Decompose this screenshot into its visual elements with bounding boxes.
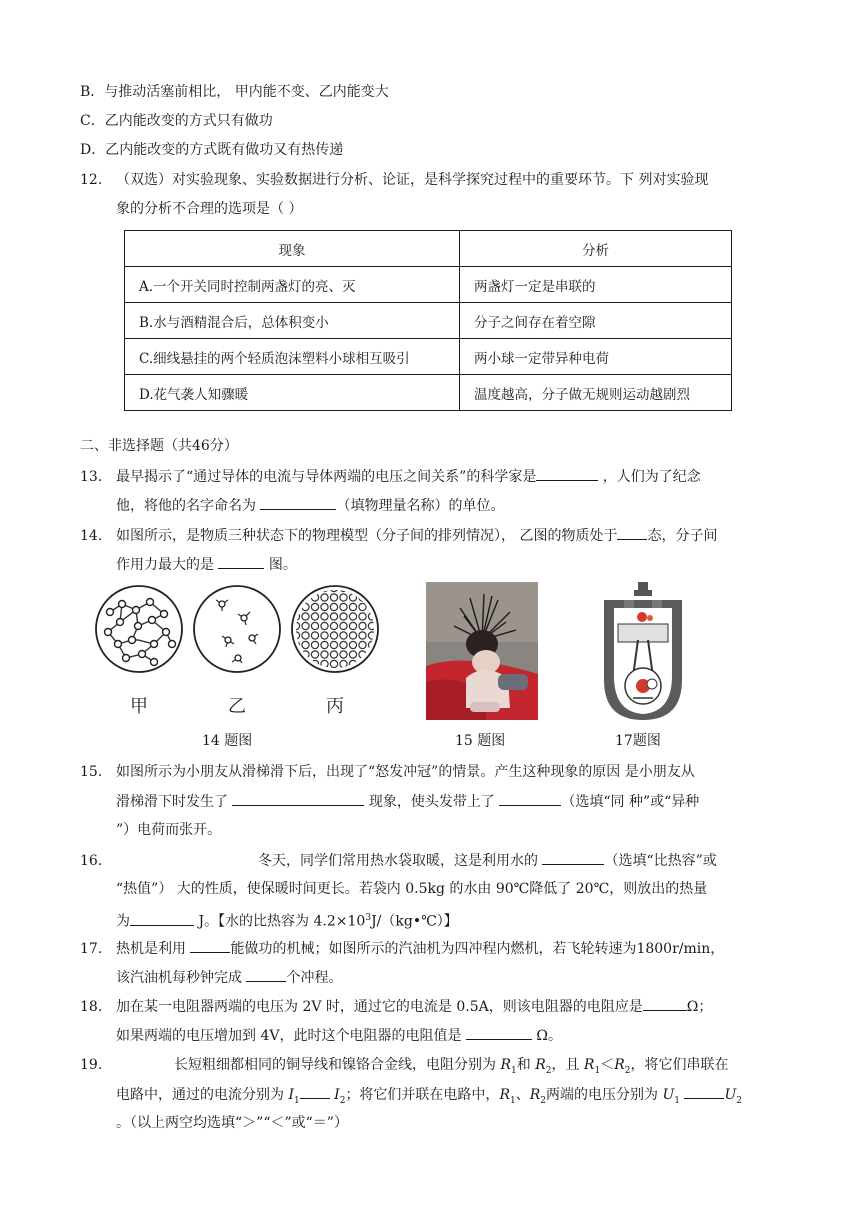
lattice-molecule [340,622,347,629]
question-text: 作用力最大的是 [116,557,219,573]
question-text: 、 [515,1087,530,1103]
lattice-molecule [302,641,309,648]
lattice-molecule [330,622,337,629]
answer-blank[interactable] [499,791,561,806]
question-text: 为 [116,913,130,930]
option-d: D．乙内能改变的方式既有做功又有热传递 [80,142,344,158]
subscript: 1 [594,1065,601,1076]
lattice-molecule [311,613,318,620]
lattice-molecule [321,622,328,629]
table-cell: 分子之间存在着空隙 [460,303,732,339]
lattice-molecule [340,641,347,648]
lattice-molecule [359,603,366,610]
lattice-molecule [378,584,382,591]
question-text: （填物理量名称）的单位。 [336,498,505,514]
answer-blank[interactable] [300,1084,330,1099]
question-17-line2 [116,967,342,988]
lattice-molecule [349,670,356,677]
lattice-molecule [311,641,318,648]
lattice-molecule [349,651,356,658]
figure-label: 丙 [326,696,344,717]
option-b: B．与推动活塞前相比， 甲内能不变、乙内能变大 [80,84,389,100]
var-r: R [614,1057,625,1073]
lattice-molecule [321,594,328,601]
lattice-molecule [311,622,318,629]
lattice-molecule [330,613,337,620]
var-u: U [662,1087,675,1103]
question-text: J/（kg•℃）】 [371,913,458,930]
table-header: 现象 [125,231,460,267]
figure-caption: 17题图 [615,733,661,749]
question-number: 13. [80,469,103,485]
var-r: R [583,1057,595,1073]
lattice-molecule [378,594,382,601]
lattice-molecule [368,622,375,629]
question-number: 18. [80,999,103,1015]
table-cell: 两小球一定带异种电荷 [460,339,732,375]
lattice-molecule [330,641,337,648]
lattice-molecule [302,613,309,620]
lattice-molecule [330,651,337,658]
question-text: Ω。 [531,1028,562,1044]
lattice-molecule [349,613,356,620]
lattice-molecule [368,632,375,639]
question-18-line2 [116,1025,562,1046]
question-text: 和 [516,1057,531,1073]
lattice-molecule [340,613,347,620]
lattice-molecule [349,641,356,648]
lattice-molecule [340,651,347,658]
question-16-line3 [116,908,458,932]
lattice-molecule [359,641,366,648]
var-r: R [529,1087,541,1103]
table-header-row [125,231,732,267]
figure-caption: 15 题图 [455,733,506,749]
subscript: 2 [339,1095,346,1106]
answer-blank[interactable] [246,967,286,982]
figure-caption: 14 题图 [202,733,253,749]
question-text: 冬天，同学们常用热水袋取暖，这是利用水的 [258,853,543,869]
lattice-molecule [378,613,382,620]
lattice-molecule [330,632,337,639]
question-text: ，将它们串联在 [630,1057,729,1073]
question-text: Ω； [686,999,713,1015]
answer-blank[interactable] [260,495,336,510]
lattice-molecule [302,603,309,610]
subscript: 1 [674,1095,680,1106]
question-12 [80,170,708,190]
question-17 [80,938,724,959]
answer-blank[interactable] [643,996,687,1011]
table-cell: A.一个开关同时控制两盏灯的亮、灭 [125,267,460,303]
lattice-molecule [349,622,356,629]
question-text: 最早揭示了“通过导体的电流与导体两端的电压之间关系”的科学家是 [116,469,537,485]
question-number: 19. [80,1057,103,1073]
lattice-molecule [340,660,347,667]
question-19-line2 [116,1084,742,1111]
model-bing [292,584,382,677]
lattice-molecule [349,603,356,610]
var-r: R [499,1087,510,1103]
table-cell: 两盏灯一定是串联的 [460,267,732,303]
question-text: 滑梯滑下时发生了 [116,794,233,810]
question-text: 如图所示为小朋友从滑梯滑下后，出现了“怒发冲冠”的情景。产生这种现象的原因 是小朋友从 [116,764,695,780]
exponent: 3 [365,913,372,923]
question-text: 能做功的机械；如图所示的汽油机为四冲程内燃机，若飞轮转速为1800r/min， [230,941,725,957]
question-text: 该汽油机每秒钟完成 [116,970,247,986]
lattice-molecule [311,632,318,639]
child-slide-photo [426,582,538,720]
lattice-molecule [368,594,375,601]
model-jia [96,586,182,672]
engine-diagram [598,580,688,722]
table-row [125,303,732,339]
lattice-molecule [378,651,382,658]
question-text: ，且 [551,1057,580,1073]
question-text: J。【水的比热容为 4.2×10 [194,913,366,930]
lattice-molecule [359,613,366,620]
molecule-models-figure [92,582,382,722]
lattice-molecule [302,584,309,591]
answer-blank[interactable] [466,1025,532,1040]
lattice-molecule [359,632,366,639]
lattice-molecule [321,613,328,620]
lattice-molecule [368,670,375,677]
lattice-molecule [340,603,347,610]
question-text: 如图所示，是物质三种状态下的物理模型（分子间的排列情况）， 乙图的物质处于 [116,528,618,544]
lattice-molecule [359,584,366,591]
question-16 [80,850,717,871]
lattice-molecule [292,594,299,601]
analysis-table [124,230,732,411]
subscript: 1 [511,1065,517,1076]
question-text: 现象，使头发带上了 [364,794,500,810]
table-row [125,267,732,303]
question-16-line2: “热值”） 大的性质，使保暖时间更长。若袋内 0.5kg 的水由 90℃降低了 20℃，则放出的热量 [116,881,708,897]
lattice-molecule [311,594,318,601]
figure-label: 甲 [130,696,148,717]
lattice-molecule [330,594,337,601]
answer-blank[interactable] [218,554,264,569]
question-14-line2 [116,554,297,575]
question-text: 个冲程。 [286,970,343,986]
question-15-line2 [116,791,699,812]
question-12-line2: 象的分析不合理的选项是（ ） [116,201,303,217]
lattice-molecule [302,670,309,677]
question-text: 如果两端的电压增加到 4V，此时这个电阻器的电阻值是 [116,1028,466,1044]
lattice-molecule [292,584,299,591]
question-number: 14. [80,528,103,544]
option-c: C．乙内能改变的方式只有做功 [80,113,273,129]
lattice-molecule [321,603,328,610]
table-cell: C.细线悬挂的两个轻质泡沫塑料小球相互吸引 [125,339,460,375]
question-19 [80,1055,728,1081]
model-yi [194,586,280,672]
lattice-molecule [349,632,356,639]
subscript: 2 [545,1065,552,1076]
question-text: 他，将他的名字命名为 [116,498,261,514]
question-text: 长短粗细都相同的铜导线和镍铬合金线，电阻分别为 [174,1057,496,1073]
question-text: （选填“同 种”或“异种 [561,794,700,810]
answer-blank[interactable] [617,525,647,540]
lattice-molecule [378,660,382,667]
question-15 [80,762,695,782]
section-heading: 二、非选择题（共46分） [80,438,238,454]
question-text: ；将它们并联在电路中， [345,1087,500,1103]
lattice-molecule [292,622,299,629]
question-number: 15. [80,764,103,780]
lattice-molecule [321,660,328,667]
answer-blank[interactable] [232,791,364,806]
lattice-molecule [292,660,299,667]
question-15-line3: ”）电荷而张开。 [116,822,222,838]
lattice-molecule [302,622,309,629]
lattice-molecule [302,632,309,639]
lattice-molecule [359,670,366,677]
answer-blank[interactable] [536,466,598,481]
question-19-line3: 。（以上两空均选填“＞”“＜”或“＝”） [116,1115,348,1131]
lattice-molecule [330,660,337,667]
var-i: I [288,1087,294,1103]
lattice-molecule [321,651,328,658]
question-text: ＜ [600,1057,615,1073]
question-text: （选填“比热容”或 [604,853,717,869]
subscript: 1 [509,1095,516,1106]
var-u: U [724,1087,737,1103]
question-13-line2 [116,495,504,516]
question-number: 12. [80,172,103,188]
question-text: 态，分子间 [647,528,718,544]
lattice-molecule [292,670,299,677]
question-text: 加在某一电阻器两端的电压为 2V 时，通过它的电流是 0.5A，则该电阻器的电阻应是 [116,999,643,1015]
lattice-molecule [368,584,375,591]
question-text: ，人们为了纪念 [598,469,701,485]
subscript: 2 [736,1095,742,1106]
lattice-molecule [378,670,382,677]
var-i: I [334,1087,340,1103]
subscript: 2 [540,1095,546,1106]
lattice-molecule [330,603,337,610]
table-cell: D.花气袭人知骤暖 [125,375,460,411]
lattice-molecule [359,651,366,658]
answer-blank[interactable] [130,911,194,926]
var-r: R [535,1057,546,1073]
table-cell: 温度越高，分子做无规则运动越剧烈 [460,375,732,411]
question-number: 16. [80,853,103,869]
lattice-molecule [340,632,347,639]
question-text: （双选）对实验现象、实验数据进行分析、论证，是科学探究过程中的重要环节。下 列对实验现 [116,172,709,188]
table-cell: B.水与酒精混合后，总体积变小 [125,303,460,339]
var-r: R [500,1057,511,1073]
lattice-molecule [321,632,328,639]
answer-blank[interactable] [190,938,230,953]
question-text: 热机是利用 [116,941,191,957]
question-13 [80,466,701,487]
lattice-molecule [340,594,347,601]
lattice-molecule [349,594,356,601]
table-header: 分析 [460,231,732,267]
lattice-molecule [378,603,382,610]
answer-blank[interactable] [542,850,604,865]
figure-label: 乙 [228,696,246,717]
answer-blank[interactable] [684,1084,724,1099]
table-row [125,339,732,375]
question-text: 电路中，通过的电流分别为 [116,1087,284,1103]
lattice-molecule [321,641,328,648]
question-18 [80,996,712,1017]
question-text: 两端的电压分别为 [546,1087,658,1103]
question-number: 17. [80,941,103,957]
lattice-molecule [311,670,318,677]
lattice-molecule [378,641,382,648]
lattice-molecule [359,622,366,629]
subscript: 1 [293,1095,300,1106]
table-row [125,375,732,411]
lattice-molecule [311,651,318,658]
question-text: 图。 [264,557,297,573]
lattice-molecule [311,603,318,610]
question-14 [80,525,717,546]
lattice-molecule [368,660,375,667]
subscript: 2 [624,1065,631,1076]
